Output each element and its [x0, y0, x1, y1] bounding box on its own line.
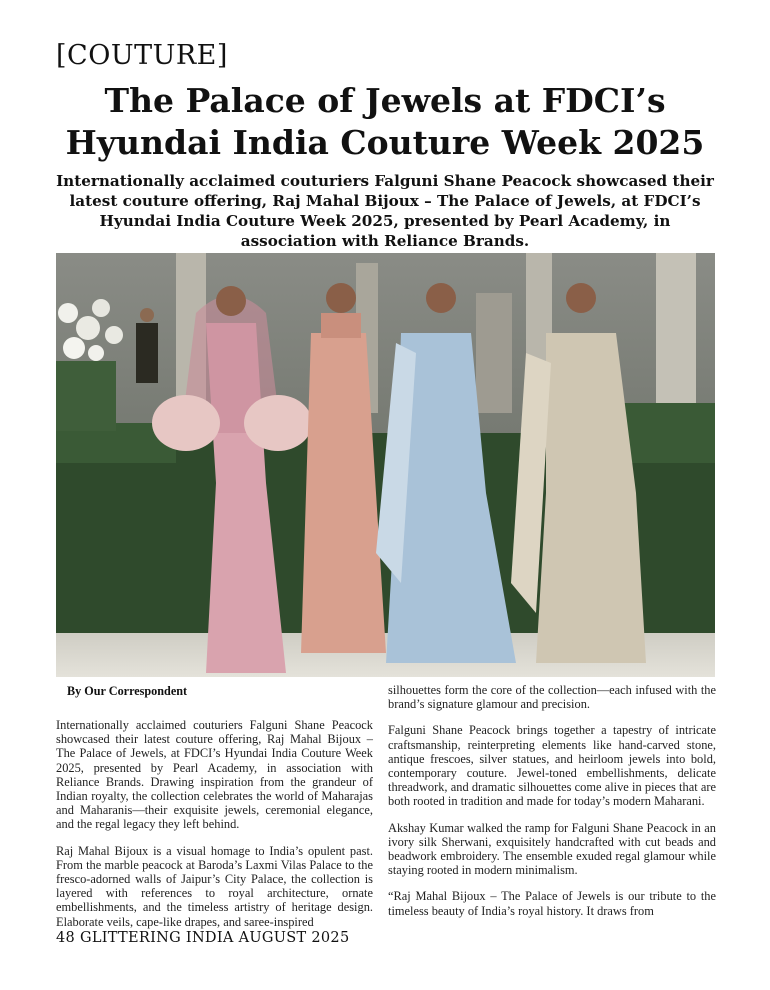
paragraph: Falguni Shane Peacock brings together a tapestry of intricate craftsmanship, reinterpreting elements like hand-carved stone, antique frescoes, silver statues, and heirloom jewels into bold, contemporary couture. Jewel-toned embellishments, delicate threadwork, and dramatic silhouettes come alive in pieces that are both rooted in tradition and made for today’s modern Maharani. — [388, 723, 716, 809]
headline-line-2: Hyundai India Couture Week 2025 — [65, 123, 705, 162]
paragraph: silhouettes form the core of the collection—each infused with the brand’s signature glamour and precision. — [388, 683, 716, 712]
standfirst: Internationally acclaimed couturiers Falguni Shane Peacock showcased their latest couture offering, Raj Mahal Bijoux – The Palace of Jewels, at FDCI’s Hyundai India Couture Week 2025, presented by Pearl Academy, in association with Reliance Brands. — [56, 172, 714, 250]
article-column-right — [388, 683, 716, 930]
headline-line-1: The Palace of Jewels at FDCI’s — [104, 81, 666, 120]
paragraph: Raj Mahal Bijoux is a visual homage to India’s opulent past. From the marble peacock at Baroda’s Laxmi Vilas Palace to the fresco-adorned walls of Jaipur’s City Palace, the collection is layered with references to royal architecture, ornate embellishments, and the timeless artistry of heritage design. Elaborate veils, cape-like drapes, and saree-inspired — [56, 843, 373, 929]
page-folio: 48 GLITTERING INDIA AUGUST 2025 — [56, 930, 350, 946]
article-column-left — [56, 718, 373, 941]
paragraph: Internationally acclaimed couturiers Falguni Shane Peacock showcased their latest couture offering, Raj Mahal Bijoux – The Palace of Jewels, at FDCI’s Hyundai India Couture Week 2025, presented by Pearl Academy, in association with Reliance Brands. Drawing inspiration from the grandeur of Indian royalty, the collection celebrates the world of Maharajas and Maharanis—their exquisite jewels, ceremonial elegance, and the regal legacy they left behind. — [56, 718, 373, 832]
runway-photo-illustration — [56, 253, 715, 677]
byline: By Our Correspondent — [67, 684, 188, 698]
runway-photo — [56, 253, 715, 677]
paragraph: “Raj Mahal Bijoux – The Palace of Jewels is our tribute to the timeless beauty of India’s royal history. It draws from — [388, 889, 716, 918]
section-tag: [COUTURE] — [56, 40, 228, 71]
paragraph: Akshay Kumar walked the ramp for Falguni Shane Peacock in an ivory silk Sherwani, exquisitely handcrafted with cut beads and beadwork embroidery. The ensemble exuded regal glamour while staying rooted in modern minimalism. — [388, 820, 716, 878]
headline — [40, 80, 730, 164]
